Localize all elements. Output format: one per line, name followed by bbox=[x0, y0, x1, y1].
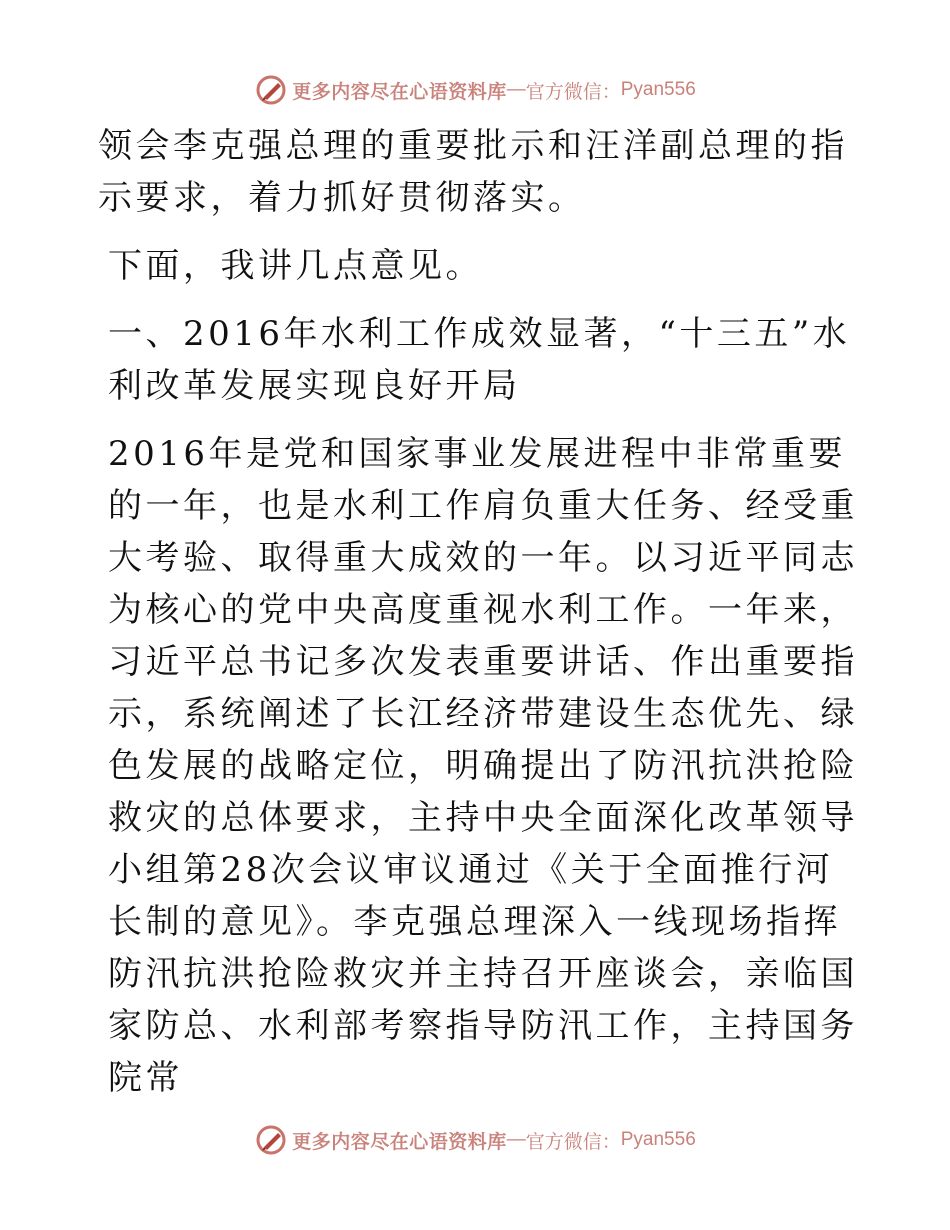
watermark-dash: — bbox=[506, 1129, 526, 1150]
watermark-dash: — bbox=[506, 79, 526, 100]
watermark-sub-text: 官方微信： bbox=[525, 80, 621, 103]
paragraph-1: 领会李克强总理的重要批示和汪洋副总理的指示要求，着力抓好贯彻落实。 bbox=[98, 126, 848, 218]
section-heading: 一、2016年水利工作成效显著，“十三五”水利改革发展实现良好开局 bbox=[108, 314, 851, 406]
document-body bbox=[98, 120, 858, 1120]
watermark-header bbox=[0, 70, 950, 110]
watermark-main-text: 更多内容尽在心语资料库 bbox=[292, 80, 507, 103]
paragraph-2: 下面，我讲几点意见。 bbox=[108, 246, 483, 286]
watermark-id: Pyan556 bbox=[620, 79, 696, 100]
watermark-sub-text: 官方微信： bbox=[525, 1130, 621, 1153]
watermark-id: Pyan556 bbox=[620, 1129, 696, 1150]
paragraph-3: 2016年是党和国家事业发展进程中非常重要的一年，也是水利工作肩负重大任务、经受重大考验、取得重大成效的一年。以习近平同志为核心的党中央高度重视水利工作。一年来，习近平总书记多次发表重要讲话、作出重要指示，系统阐述了长江经济带建设生态优先、绿色发展的战略定位，明确提出了防汛抗洪抢险救灾的总体要求，主持中央全面深化改革领导小组第28次会议审议通过《关于全面推行河长制的意见》。李克强总理深入一线现场指挥防汛抗洪抢险救灾并主持召开座谈会，亲临国家防总、水利部考察指导防汛工作，主持国务院常 bbox=[108, 434, 858, 1098]
watermark-main-text: 更多内容尽在心语资料库 bbox=[292, 1130, 507, 1153]
ink-pen-logo-icon bbox=[254, 1123, 288, 1157]
watermark-footer bbox=[0, 1120, 950, 1160]
ink-pen-logo-icon bbox=[254, 73, 288, 107]
